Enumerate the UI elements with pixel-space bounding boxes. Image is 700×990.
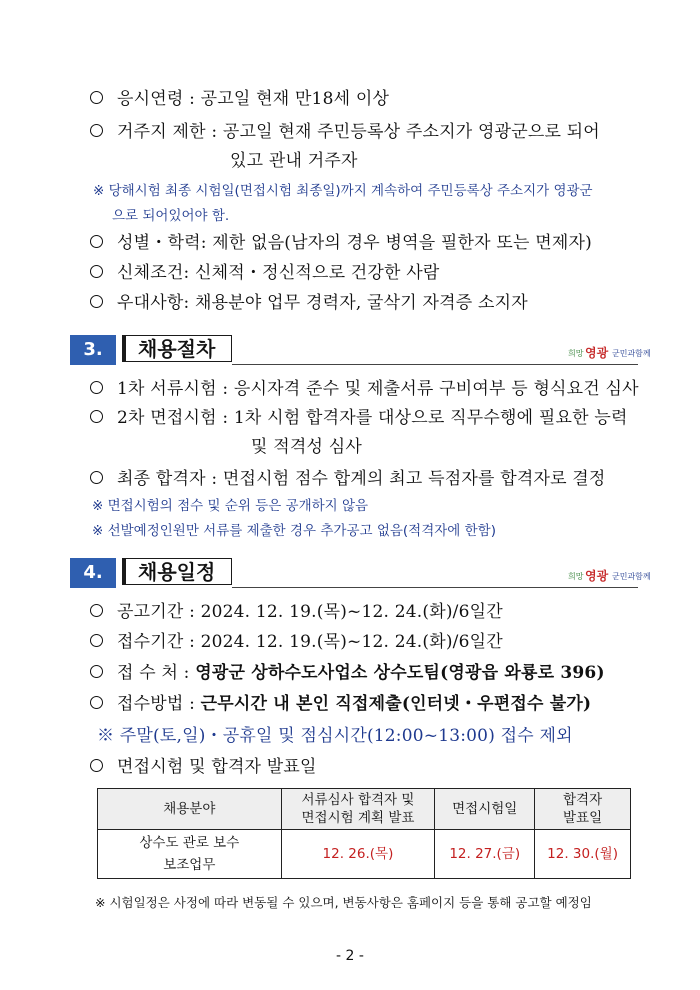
header-final bbox=[535, 789, 631, 830]
receipt-exclusion-note: ※ 주말(토,일)・공휴일 및 점심시간(12:00~13:00) 접수 제외 bbox=[97, 726, 573, 746]
section-3-rule bbox=[232, 364, 638, 365]
notice-period-text: 공고기간 : 2024. 12. 19.(목)~12. 24.(화)/6일간 bbox=[117, 602, 503, 622]
eligibility-preference-text: 우대사항: 채용분야 업무 경력자, 굴삭기 자격증 소지자 bbox=[117, 293, 528, 313]
cell-interview: 12. 27.(금) bbox=[435, 830, 535, 879]
announcement-heading-text: 면접시험 및 합격자 발표일 bbox=[117, 757, 317, 777]
receipt-method bbox=[90, 689, 700, 714]
announcement-heading bbox=[90, 752, 700, 777]
county-slogan-logo-icon bbox=[568, 343, 651, 361]
eligibility-residence-cont: 있고 관내 거주자 bbox=[230, 151, 358, 171]
receipt-period-text: 접수기간 : 2024. 12. 19.(목)~12. 24.(화)/6일간 bbox=[117, 632, 503, 652]
cell-doc-result: 12. 26.(목) bbox=[281, 830, 435, 879]
bullet-circle-icon bbox=[90, 759, 103, 772]
eligibility-residence bbox=[90, 117, 700, 142]
schedule-table-header-row bbox=[98, 789, 631, 830]
bullet-circle-icon bbox=[90, 634, 103, 647]
svg-text:영광: 영광 bbox=[585, 569, 609, 583]
step-interview-text: 2차 면접시험 : 1차 시험 합격자를 대상으로 직무수행에 필요한 능력 bbox=[117, 408, 628, 428]
header-final-text: 합격자 발표일 bbox=[563, 792, 603, 826]
receipt-method-value: 근무시간 내 본인 직접제출(인터넷・우편접수 불가) bbox=[200, 694, 592, 714]
header-interview: 면접시험일 bbox=[435, 789, 535, 830]
bullet-circle-icon bbox=[90, 410, 103, 423]
eligibility-residence-text: 거주지 제한 : 공고일 현재 주민등록상 주소지가 영광군으로 되어 bbox=[117, 122, 600, 142]
eligibility-gender bbox=[90, 228, 700, 253]
cell-field bbox=[98, 830, 282, 879]
bullet-circle-icon bbox=[90, 471, 103, 484]
section-3-title: 채용절차 bbox=[122, 335, 232, 362]
notice-period bbox=[90, 597, 700, 622]
bullet-circle-icon bbox=[90, 295, 103, 308]
section-4-number: 4. bbox=[70, 558, 116, 588]
section-4-rule bbox=[232, 587, 638, 588]
receipt-place bbox=[90, 658, 700, 683]
eligibility-gender-text: 성별・학력: 제한 없음(남자의 경우 병역을 필한자 또는 면제자) bbox=[117, 233, 592, 253]
section-4-header bbox=[70, 558, 651, 588]
header-doc-result bbox=[281, 789, 435, 830]
step-interview-cont: 및 적격성 심사 bbox=[251, 437, 362, 457]
section-4-title: 채용일정 bbox=[122, 558, 232, 585]
cell-field-line2: 보조업무 bbox=[163, 857, 216, 873]
table-row bbox=[98, 830, 631, 879]
procedure-note-1: ※ 면접시험의 점수 및 순위 등은 공개하지 않음 bbox=[92, 498, 369, 514]
step-document-text: 1차 서류시험 : 응시자격 준수 및 제출서류 구비여부 등 형식요건 심사 bbox=[117, 379, 639, 399]
svg-text:군민과함께: 군민과함께 bbox=[612, 349, 651, 358]
eligibility-age-text: 응시연령 : 공고일 현재 만18세 이상 bbox=[117, 89, 390, 109]
bullet-circle-icon bbox=[90, 381, 103, 394]
cell-final: 12. 30.(월) bbox=[535, 830, 631, 879]
svg-text:희망: 희망 bbox=[568, 572, 584, 581]
bullet-circle-icon bbox=[90, 91, 103, 104]
cell-field-line1: 상수도 관로 보수 bbox=[139, 835, 240, 851]
section-3-header bbox=[70, 335, 651, 365]
bullet-circle-icon bbox=[90, 604, 103, 617]
svg-text:희망: 희망 bbox=[568, 349, 584, 358]
schedule-table bbox=[97, 788, 631, 879]
header-field: 채용분야 bbox=[98, 789, 282, 830]
bullet-circle-icon bbox=[90, 124, 103, 137]
receipt-method-label: 접수방법 : bbox=[117, 694, 201, 714]
step-final bbox=[90, 464, 700, 489]
bullet-circle-icon bbox=[90, 665, 103, 678]
svg-text:영광: 영광 bbox=[585, 346, 609, 360]
receipt-place-value: 영광군 상하수도사업소 상수도팀(영광읍 와룡로 396) bbox=[195, 663, 605, 683]
section-3-number: 3. bbox=[70, 335, 116, 365]
svg-text:군민과함께: 군민과함께 bbox=[612, 572, 651, 581]
step-final-text: 최종 합격자 : 면접시험 점수 합계의 최고 득점자를 합격자로 결정 bbox=[117, 469, 606, 489]
county-slogan-logo-icon bbox=[568, 566, 651, 584]
header-doc-result-text: 서류심사 합격자 및 면접시험 계획 발표 bbox=[301, 792, 415, 826]
step-document bbox=[90, 374, 700, 399]
eligibility-age bbox=[90, 84, 700, 109]
eligibility-preference bbox=[90, 288, 700, 313]
eligibility-physical bbox=[90, 258, 700, 283]
bullet-circle-icon bbox=[90, 235, 103, 248]
residence-note-line2: 으로 되어있어야 함. bbox=[112, 208, 230, 224]
procedure-note-2: ※ 선발예정인원만 서류를 제출한 경우 추가공고 없음(적격자에 한함) bbox=[92, 523, 496, 539]
receipt-period bbox=[90, 627, 700, 652]
bullet-circle-icon bbox=[90, 265, 103, 278]
page-number: - 2 - bbox=[336, 948, 364, 964]
bullet-circle-icon bbox=[90, 696, 103, 709]
receipt-place-label: 접 수 처 : bbox=[117, 663, 196, 683]
residence-note-line1: ※ 당해시험 최종 시험일(면접시험 최종일)까지 계속하여 주민등록상 주소지가 영광군 bbox=[93, 183, 593, 199]
step-interview bbox=[90, 403, 700, 428]
eligibility-physical-text: 신체조건: 신체적・정신적으로 건강한 사람 bbox=[117, 263, 440, 283]
schedule-footer-note: ※ 시험일정은 사정에 따라 변동될 수 있으며, 변동사항은 홈페이지 등을 통해 공고할 예정임 bbox=[95, 895, 592, 910]
